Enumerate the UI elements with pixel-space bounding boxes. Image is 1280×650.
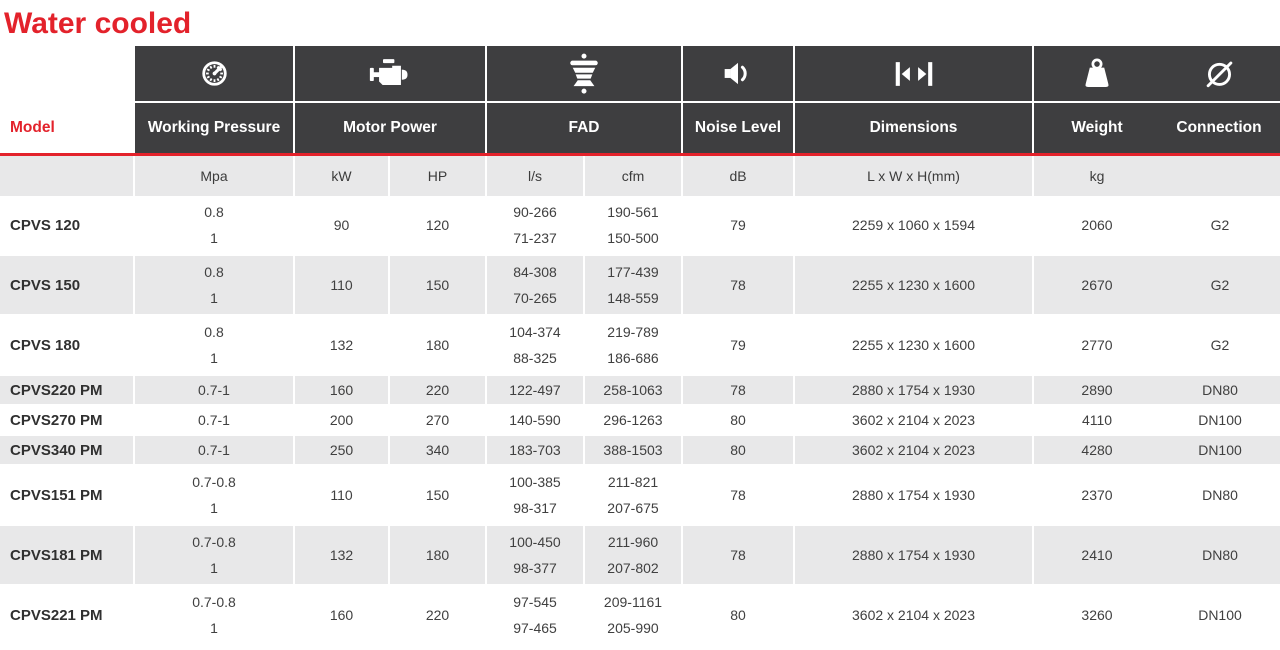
value-line: 71-237 — [513, 230, 557, 246]
value-line: DN100 — [1198, 442, 1242, 458]
value-line: 2259 x 1060 x 1594 — [852, 217, 975, 233]
value-line: 79 — [730, 217, 746, 233]
value-line: G2 — [1210, 217, 1230, 233]
model-cell: CPVS221 PM — [0, 586, 135, 644]
value-line: 79 — [730, 337, 746, 353]
value-line: 2890 — [1081, 382, 1113, 398]
unit-dims: L x W x H(mm) — [795, 156, 1034, 196]
value-line: 1 — [210, 230, 218, 246]
weight-connection-header — [1034, 103, 1280, 153]
connection-cell — [1160, 436, 1280, 464]
value-line: 80 — [730, 607, 746, 623]
value-line: 3260 — [1081, 607, 1113, 623]
value-line: 110 — [330, 487, 353, 503]
noise-icon-cell — [683, 46, 795, 103]
table-row — [0, 196, 1280, 256]
diameter-icon — [1202, 56, 1237, 91]
unit-pressure: Mpa — [135, 156, 295, 196]
value-line: 2670 — [1081, 277, 1113, 293]
fad-cfm-cell — [585, 196, 683, 254]
pressure-cell — [135, 436, 295, 464]
value-line: DN80 — [1202, 382, 1238, 398]
connection-cell — [1160, 466, 1280, 524]
working-pressure-header: Working Pressure — [135, 103, 295, 153]
value-line: 97-545 — [513, 594, 557, 610]
weight-cell — [1034, 256, 1160, 314]
db-cell — [683, 406, 795, 434]
noise-level-header: Noise Level — [683, 103, 795, 153]
fad-cfm-cell — [585, 586, 683, 644]
value-line: 160 — [329, 382, 354, 398]
model-cell: CPVS181 PM — [0, 526, 135, 584]
db-cell — [683, 316, 795, 374]
value-line: 0.8 — [204, 264, 224, 280]
value-line: 0.7-1 — [198, 382, 230, 398]
weight-connection-labels — [1034, 103, 1280, 153]
value-line: 78 — [730, 277, 746, 293]
connection-cell — [1160, 376, 1280, 404]
weight-icon — [1079, 58, 1115, 89]
hp-cell — [390, 376, 487, 404]
unit-kw: kW — [295, 156, 390, 196]
unit-model-blank — [0, 156, 135, 196]
fad-ls-cell — [487, 466, 585, 524]
value-line: 132 — [329, 337, 354, 353]
fad-filter-icon — [564, 52, 604, 96]
label-header-row — [0, 103, 1280, 153]
value-line: 3602 x 2104 x 2023 — [852, 412, 975, 428]
value-line: DN100 — [1198, 607, 1242, 623]
fad-ls-cell — [487, 316, 585, 374]
value-line: 258-1063 — [603, 382, 663, 398]
value-line: G2 — [1210, 277, 1230, 293]
value-line: 122-497 — [509, 382, 561, 398]
dimensions-header: Dimensions — [795, 103, 1034, 153]
dims-cell — [795, 256, 1034, 314]
fad-icon-cell — [487, 46, 683, 103]
db-cell — [683, 256, 795, 314]
value-line: 177-439 — [607, 264, 659, 280]
value-line: 70-265 — [513, 290, 557, 306]
connection-cell — [1160, 316, 1280, 374]
value-line: 1 — [210, 350, 218, 366]
value-line: 98-317 — [513, 500, 557, 516]
model-cell: CPVS220 PM — [0, 376, 135, 404]
value-line: 296-1263 — [603, 412, 663, 428]
kw-cell — [295, 466, 390, 524]
pressure-cell — [135, 466, 295, 524]
dims-cell — [795, 196, 1034, 254]
pressure-cell — [135, 316, 295, 374]
table-row — [0, 316, 1280, 376]
fad-cfm-cell — [585, 256, 683, 314]
hp-cell — [390, 466, 487, 524]
working-pressure-icon-cell — [135, 46, 295, 103]
value-line: DN80 — [1202, 547, 1238, 563]
fad-cfm-cell — [585, 376, 683, 404]
value-line: 220 — [425, 382, 450, 398]
fad-cfm-cell — [585, 316, 683, 374]
table-row — [0, 256, 1280, 316]
weight-cell — [1034, 436, 1160, 464]
value-line: 1 — [210, 500, 218, 516]
connection-icon-half — [1160, 46, 1278, 101]
value-line: 78 — [730, 382, 746, 398]
value-line: 219-789 — [607, 324, 659, 340]
fad-cfm-cell — [585, 436, 683, 464]
hp-cell — [390, 406, 487, 434]
value-line: 3602 x 2104 x 2023 — [852, 607, 975, 623]
kw-cell — [295, 436, 390, 464]
value-line: 340 — [425, 442, 450, 458]
table-row — [0, 436, 1280, 466]
value-line: 1 — [210, 560, 218, 576]
value-line: 150 — [425, 277, 450, 293]
value-line: 100-385 — [509, 474, 561, 490]
unit-connection-blank — [1160, 156, 1280, 196]
value-line: 98-377 — [513, 560, 557, 576]
value-line: 270 — [425, 412, 450, 428]
value-line: 207-675 — [607, 500, 659, 516]
weight-cell — [1034, 196, 1160, 254]
fad-header: FAD — [487, 103, 683, 153]
pressure-cell — [135, 376, 295, 404]
page-title: Water cooled — [4, 7, 192, 40]
value-line: 1 — [210, 620, 218, 636]
value-line: DN80 — [1202, 487, 1238, 503]
value-line: 2255 x 1230 x 1600 — [852, 337, 975, 353]
unit-hp: HP — [390, 156, 487, 196]
pressure-cell — [135, 526, 295, 584]
unit-kg: kg — [1034, 156, 1160, 196]
motor-icon — [369, 59, 411, 89]
value-line: 0.7-0.8 — [192, 594, 236, 610]
dims-cell — [795, 316, 1034, 374]
table-row — [0, 376, 1280, 406]
model-cell: CPVS270 PM — [0, 406, 135, 434]
value-line: 0.7-1 — [198, 412, 230, 428]
connection-header: Connection — [1176, 119, 1262, 136]
model-header: Model — [0, 103, 135, 153]
weight-cell — [1034, 586, 1160, 644]
value-line: 3602 x 2104 x 2023 — [852, 442, 975, 458]
weight-icon-half — [1034, 46, 1160, 101]
pressure-cell — [135, 196, 295, 254]
db-cell — [683, 376, 795, 404]
dims-cell — [795, 466, 1034, 524]
weight-cell — [1034, 376, 1160, 404]
table-row — [0, 466, 1280, 526]
value-line: 132 — [329, 547, 354, 563]
table-row — [0, 586, 1280, 646]
connection-cell — [1160, 256, 1280, 314]
connection-cell — [1160, 526, 1280, 584]
table-row — [0, 406, 1280, 436]
motor-power-header: Motor Power — [295, 103, 487, 153]
value-line: 150-500 — [607, 230, 659, 246]
value-line: DN100 — [1198, 412, 1242, 428]
value-line: 180 — [425, 337, 450, 353]
model-cell: CPVS 180 — [0, 316, 135, 374]
model-cell: CPVS 150 — [0, 256, 135, 314]
fad-cfm-cell — [585, 526, 683, 584]
value-line: 2880 x 1754 x 1930 — [852, 382, 975, 398]
value-line: 250 — [329, 442, 354, 458]
unit-cfm: cfm — [585, 156, 683, 196]
value-line: 160 — [329, 607, 354, 623]
value-line: 100-450 — [509, 534, 561, 550]
fad-ls-cell — [487, 196, 585, 254]
db-cell — [683, 436, 795, 464]
pressure-cell — [135, 406, 295, 434]
connection-cell — [1160, 406, 1280, 434]
fad-ls-cell — [487, 256, 585, 314]
hp-cell — [390, 586, 487, 644]
kw-cell — [295, 256, 390, 314]
value-line: 209-1161 — [603, 594, 663, 610]
value-line: 4110 — [1081, 412, 1113, 428]
gauge-icon — [196, 55, 233, 92]
value-line: 0.8 — [204, 204, 224, 220]
value-line: 180 — [425, 547, 450, 563]
value-line: 2410 — [1081, 547, 1113, 563]
unit-db: dB — [683, 156, 795, 196]
db-cell — [683, 466, 795, 524]
value-line: 205-990 — [607, 620, 659, 636]
value-line: 200 — [329, 412, 354, 428]
hp-cell — [390, 256, 487, 314]
fad-cfm-cell — [585, 466, 683, 524]
value-line: 207-802 — [607, 560, 659, 576]
weight-connection-icons — [1034, 46, 1280, 101]
weight-cell — [1034, 466, 1160, 524]
value-line: 2770 — [1081, 337, 1113, 353]
pressure-cell — [135, 586, 295, 644]
value-line: 186-686 — [607, 350, 659, 366]
fad-cfm-cell — [585, 406, 683, 434]
table-row — [0, 526, 1280, 586]
model-cell: CPVS151 PM — [0, 466, 135, 524]
kw-cell — [295, 196, 390, 254]
connection-cell — [1160, 586, 1280, 644]
dims-cell — [795, 376, 1034, 404]
dims-cell — [795, 436, 1034, 464]
value-line: 220 — [425, 607, 450, 623]
value-line: 183-703 — [509, 442, 561, 458]
value-line: 97-465 — [513, 620, 557, 636]
value-line: 140-590 — [509, 412, 561, 428]
dims-cell — [795, 526, 1034, 584]
dims-cell — [795, 586, 1034, 644]
value-line: 80 — [730, 442, 746, 458]
unit-ls: l/s — [487, 156, 585, 196]
icon-header-row — [0, 46, 1280, 103]
weight-cell — [1034, 526, 1160, 584]
unit-row — [0, 156, 1280, 196]
hp-cell — [390, 526, 487, 584]
width-arrows-icon — [893, 60, 935, 88]
dimensions-icon-cell — [795, 46, 1034, 103]
value-line: 120 — [425, 217, 450, 233]
kw-cell — [295, 376, 390, 404]
value-line: 80 — [730, 412, 746, 428]
model-cell: CPVS 120 — [0, 196, 135, 254]
weight-header: Weight — [1071, 119, 1123, 136]
value-line: 104-374 — [509, 324, 561, 340]
value-line: 88-325 — [513, 350, 557, 366]
value-line: 148-559 — [607, 290, 659, 306]
value-line: 2880 x 1754 x 1930 — [852, 487, 975, 503]
value-line: 4280 — [1081, 442, 1113, 458]
value-line: 0.7-1 — [198, 442, 230, 458]
value-line: 0.7-0.8 — [192, 474, 236, 490]
weight-cell — [1034, 406, 1160, 434]
hp-cell — [390, 316, 487, 374]
value-line: 78 — [730, 487, 746, 503]
hp-cell — [390, 196, 487, 254]
value-line: 78 — [730, 547, 746, 563]
kw-cell — [295, 526, 390, 584]
value-line: 2255 x 1230 x 1600 — [852, 277, 975, 293]
value-line: 90 — [333, 217, 350, 233]
value-line: 1 — [210, 290, 218, 306]
value-line: 0.8 — [204, 324, 224, 340]
value-line: 84-308 — [513, 264, 557, 280]
hp-cell — [390, 436, 487, 464]
dims-cell — [795, 406, 1034, 434]
kw-cell — [295, 406, 390, 434]
fad-ls-cell — [487, 376, 585, 404]
fad-ls-cell — [487, 436, 585, 464]
value-line: 110 — [330, 277, 353, 293]
fad-ls-cell — [487, 586, 585, 644]
fad-ls-cell — [487, 406, 585, 434]
value-line: 90-266 — [513, 204, 557, 220]
value-line: 2880 x 1754 x 1930 — [852, 547, 975, 563]
db-cell — [683, 526, 795, 584]
kw-cell — [295, 586, 390, 644]
kw-cell — [295, 316, 390, 374]
weight-cell — [1034, 316, 1160, 374]
model-icon-spacer — [0, 46, 135, 103]
value-line: 150 — [425, 487, 450, 503]
pressure-cell — [135, 256, 295, 314]
model-cell: CPVS340 PM — [0, 436, 135, 464]
value-line: 2060 — [1081, 217, 1113, 233]
value-line: G2 — [1210, 337, 1230, 353]
value-line: 388-1503 — [603, 442, 663, 458]
db-cell — [683, 586, 795, 644]
value-line: 0.7-0.8 — [192, 534, 236, 550]
weight-connection-icon-cell — [1034, 46, 1280, 103]
value-line: 211-821 — [607, 474, 659, 490]
value-line: 190-561 — [607, 204, 659, 220]
motor-power-icon-cell — [295, 46, 487, 103]
value-line: 2370 — [1081, 487, 1113, 503]
db-cell — [683, 196, 795, 254]
value-line: 211-960 — [607, 534, 659, 550]
connection-cell — [1160, 196, 1280, 254]
fad-ls-cell — [487, 526, 585, 584]
speaker-icon — [722, 60, 754, 87]
